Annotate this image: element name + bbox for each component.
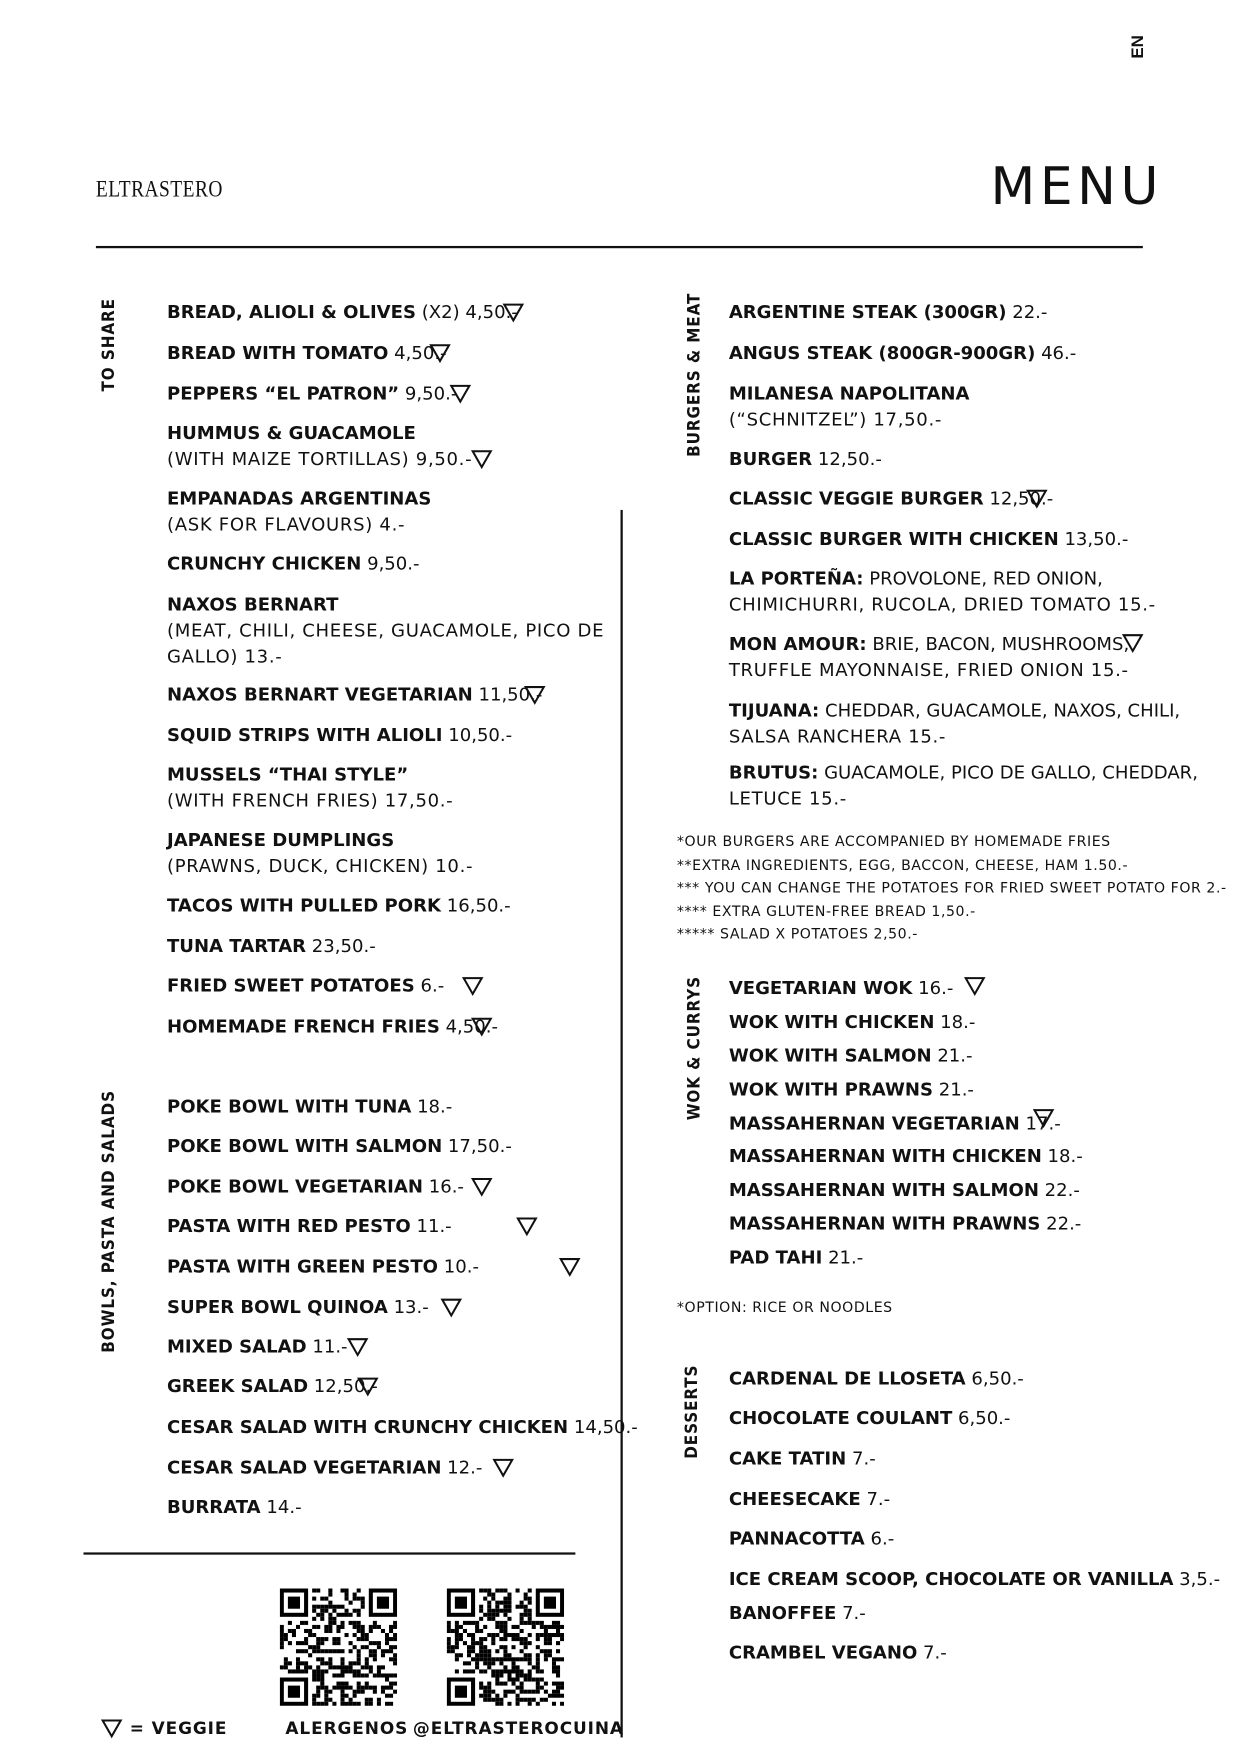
veggie-triangle-icon: [1032, 1108, 1055, 1128]
menu-item: ICE CREAM SCOOP, CHOCOLATE OR VANILLA 3,5.-: [728, 1568, 1221, 1590]
menu-item: CAKE TATIN 7.-: [728, 1447, 876, 1469]
section-label-bowls: BOWLS, PASTA AND SALADS: [98, 1090, 119, 1353]
menu-item: GREEK SALAD 12,50.-: [166, 1375, 378, 1397]
menu-item: WOK WITH PRAWNS 21.-: [728, 1078, 974, 1100]
menu-item: LA PORTEÑA: PROVOLONE, RED ONION, CHIMICHURRI, RUCOLA, DRIED TOMATO 15.-: [728, 567, 1156, 615]
menu-item: MIXED SALAD 11.-: [166, 1335, 348, 1358]
veggie-triangle-icon: [357, 1376, 380, 1396]
menu-item: EMPANADAS ARGENTINAS (ASK FOR FLAVOURS) 4.-: [166, 487, 432, 535]
menu-item: MON AMOUR: BRIE, BACON, MUSHROOMS, TRUFFLE MAYONNAISE, FRIED ONION 15.-: [728, 632, 1130, 681]
wok-note: *OPTION: RICE OR NOODLES: [676, 1298, 893, 1316]
menu-item: CLASSIC VEGGIE BURGER 12,50.-: [728, 487, 1054, 509]
qr-code-icon[interactable]: [447, 1589, 564, 1706]
veggie-triangle-icon: [1026, 489, 1049, 509]
header-divider: [96, 246, 1143, 248]
section-label-to-share: TO SHARE: [98, 298, 119, 392]
menu-item: MASSAHERNAN VEGETARIAN 17.-: [728, 1112, 1061, 1134]
menu-item: BANOFFEE 7.-: [728, 1602, 866, 1624]
section-label-burgers: BURGERS & MEAT: [683, 292, 704, 457]
menu-item: PASTA WITH GREEN PESTO 10.-: [166, 1255, 479, 1278]
menu-item: HUMMUS & GUACAMOLE (WITH MAIZE TORTILLAS) 9,50.-: [166, 421, 473, 470]
veggie-triangle-icon: [492, 1458, 515, 1478]
language-tag[interactable]: EN: [1128, 35, 1148, 59]
menu-item: FRIED SWEET POTATOES 6.-: [166, 974, 445, 997]
veggie-triangle-icon: [100, 1718, 123, 1738]
menu-item: CARDENAL DE LLOSETA 6,50.-: [728, 1367, 1024, 1389]
menu-item: NAXOS BERNART (MEAT, CHILI, CHEESE, GUACAMOLE, PICO DE GALLO) 13.-: [166, 593, 605, 667]
menu-item: TIJUANA: CHEDDAR, GUACAMOLE, NAXOS, CHILI, SALSA RANCHERA 15.-: [728, 699, 1181, 747]
menu-item: BURGER 12,50.-: [728, 447, 882, 470]
veggie-triangle-icon: [470, 1017, 493, 1037]
menu-item: CRUNCHY CHICKEN 9,50.-: [166, 552, 420, 575]
menu-item: POKE BOWL WITH SALMON 17,50.-: [166, 1134, 512, 1157]
menu-item: PEPPERS “EL PATRON” 9,50.-: [166, 382, 458, 404]
menu-item: WOK WITH CHICKEN 18.-: [728, 1010, 976, 1033]
veggie-triangle-icon: [449, 384, 472, 404]
page-title: MENU: [990, 155, 1163, 217]
menu-item: HOMEMADE FRENCH FRIES 4,50.-: [166, 1015, 499, 1037]
menu-item: CHEESECAKE 7.-: [728, 1488, 891, 1510]
column-divider: [621, 510, 623, 1737]
burger-notes: *OUR BURGERS ARE ACCOMPANIED BY HOMEMADE FRIES **EXTRA INGREDIENTS, EGG, BACCON, CHEESE, HAM 1.50.- *** YOU CAN CHANGE THE POTATOES FOR FRIED SWEET POTATO FOR 2.- **** EXTRA GLUTEN-FREE BREAD 1,50.- ***** SALAD X POTATOES 2,50.-: [676, 832, 1227, 943]
footer-divider: [83, 1552, 575, 1554]
menu-item: SQUID STRIPS WITH ALIOLI 10,50.-: [166, 724, 513, 746]
menu-item: TUNA TARTAR 23,50.-: [166, 935, 376, 957]
veggie-triangle-icon: [429, 343, 452, 363]
menu-item: CLASSIC BURGER WITH CHICKEN 13,50.-: [728, 527, 1129, 550]
menu-item: MUSSELS “THAI STYLE” (WITH FRENCH FRIES) 17,50.-: [166, 763, 454, 812]
menu-item: NAXOS BERNART VEGETARIAN 11,50.-: [166, 683, 543, 706]
veggie-triangle-icon: [440, 1297, 463, 1317]
menu-item: CESAR SALAD WITH CRUNCHY CHICKEN 14,50.-: [166, 1415, 638, 1438]
menu-item: PANNACOTTA 6.-: [728, 1527, 895, 1550]
menu-item: CHOCOLATE COULANT 6,50.-: [728, 1406, 1011, 1429]
menu-item: ANGUS STEAK (800GR-900GR) 46.-: [728, 341, 1077, 364]
veggie-triangle-icon: [516, 1216, 539, 1236]
veggie-legend: = VEGGIE: [129, 1718, 228, 1739]
menu-item: BREAD WITH TOMATO 4,50.-: [166, 341, 447, 364]
menu-item: ARGENTINE STEAK (300GR) 22.-: [728, 301, 1048, 323]
menu-item: PAD TAHI 21.-: [728, 1246, 864, 1269]
menu-item: POKE BOWL VEGETARIAN 16.-: [166, 1175, 464, 1198]
menu-item: BURRATA 14.-: [166, 1495, 302, 1518]
section-label-desserts: DESSERTS: [681, 1364, 702, 1459]
menu-item: WOK WITH SALMON 21.-: [728, 1044, 973, 1067]
menu-item: VEGETARIAN WOK 16.-: [728, 977, 954, 999]
veggie-triangle-icon: [1121, 633, 1144, 653]
menu-item: PASTA WITH RED PESTO 11.-: [166, 1215, 452, 1237]
veggie-triangle-icon: [963, 976, 986, 996]
veggie-triangle-icon: [346, 1337, 369, 1357]
menu-item: MILANESA NAPOLITANA (“SCHNITZEL”) 17,50.-: [728, 382, 970, 430]
menu-item: TACOS WITH PULLED PORK 16,50.-: [166, 894, 511, 917]
menu-item: CESAR SALAD VEGETARIAN 12.-: [166, 1456, 483, 1478]
veggie-triangle-icon: [523, 685, 546, 705]
menu-item: CRAMBEL VEGANO 7.-: [728, 1641, 947, 1663]
menu-item: JAPANESE DUMPLINGS (PRAWNS, DUCK, CHICKEN) 10.-: [166, 829, 474, 877]
veggie-triangle-icon: [461, 976, 484, 996]
restaurant-logo: ELTRASTERO: [95, 174, 223, 202]
section-label-wok: WOK & CURRYS: [683, 975, 704, 1121]
menu-item: SUPER BOWL QUINOA 13.-: [166, 1296, 429, 1318]
menu-item: MASSAHERNAN WITH SALMON 22.-: [728, 1178, 1080, 1201]
veggie-triangle-icon: [470, 449, 493, 469]
veggie-triangle-icon: [502, 302, 525, 322]
veggie-triangle-icon: [470, 1177, 493, 1197]
menu-item: BRUTUS: GUACAMOLE, PICO DE GALLO, CHEDDAR, LETUCE 15.-: [728, 761, 1198, 809]
menu-item: BREAD, ALIOLI & OLIVES (X2) 4,50.-: [166, 301, 518, 323]
menu-item: POKE BOWL WITH TUNA 18.-: [166, 1095, 453, 1117]
alergenos-label: ALERGENOS: [285, 1718, 409, 1739]
menu-item: MASSAHERNAN WITH PRAWNS 22.-: [728, 1212, 1082, 1235]
veggie-triangle-icon: [558, 1257, 581, 1277]
instagram-handle: @ELTRASTEROCUINA: [412, 1718, 624, 1739]
menu-item: MASSAHERNAN WITH CHICKEN 18.-: [728, 1145, 1083, 1167]
qr-code-icon[interactable]: [280, 1589, 397, 1706]
